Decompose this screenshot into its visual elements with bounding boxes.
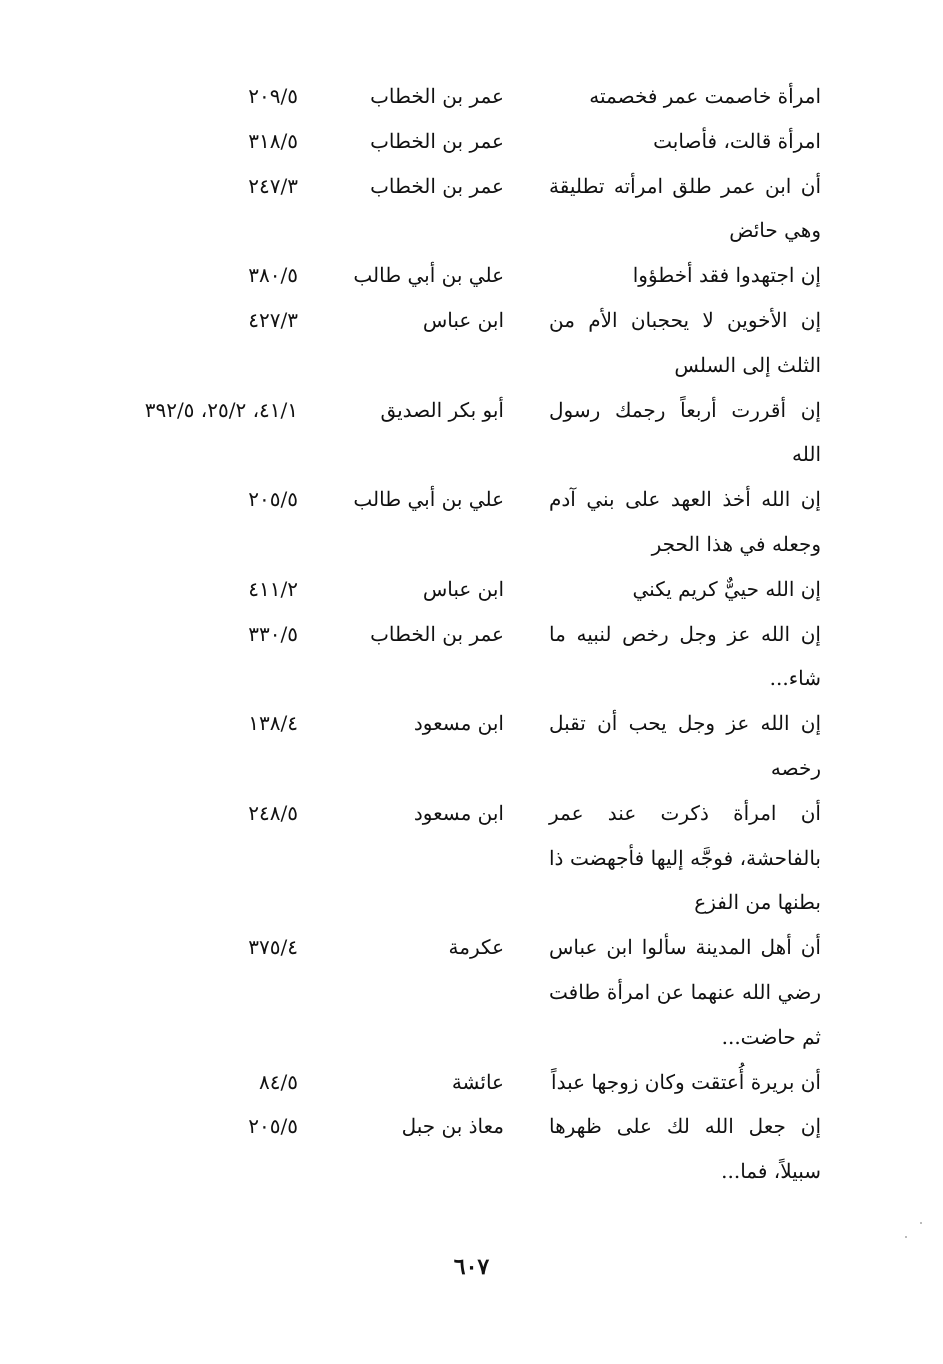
- entry-text: أن امرأة ذكرت عند عمر بالفاحشة، فوجَّه إليها فأجهضت ذا بطنها من الفزع: [549, 800, 821, 915]
- index-entry: [0, 388, 943, 478]
- index-entry: [0, 925, 943, 1059]
- entry-reference: ٤١/١، ٢٥/٢، ٣٩٢/٥: [144, 397, 298, 422]
- index-entry: [0, 253, 943, 298]
- entry-text: إن الله أخذ العهد على بني آدم وجعله في هذا الحجر: [549, 487, 821, 556]
- entry-text: إن الأخوين لا يحجبان الأم من الثلث إلى السلس: [549, 307, 821, 377]
- entry-text: إن اجتهدوا فقد أخطؤوا: [632, 263, 821, 288]
- index-entry: [0, 477, 943, 567]
- entry-reference: ٤٢٧/٣: [248, 307, 298, 332]
- scan-speck: [905, 1236, 907, 1238]
- entry-text: امرأة خاصمت عمر فخصمته: [589, 84, 821, 108]
- entry-text: أن أهل المدينة سألوا ابن عباس رضي الله عنهما عن امرأة طافت ثم حاضت...: [549, 935, 821, 1049]
- entry-reference: ٣١٨/٥: [248, 128, 298, 153]
- entry-reference: ٢٤٨/٥: [248, 800, 298, 825]
- entry-text: إن أقررت أربعاً رجمك رسول الله: [549, 397, 821, 467]
- index-entries: [0, 74, 943, 1194]
- entry-reference: ٣٧٥/٤: [248, 935, 298, 960]
- entry-narrator: ابن مسعود: [413, 711, 504, 736]
- index-entry: [0, 119, 943, 164]
- entry-reference: ٢٠٩/٥: [248, 84, 298, 108]
- entry-reference: ٨٤/٥: [259, 1069, 298, 1094]
- entry-reference: ٤١١/٢: [248, 576, 298, 601]
- entry-text: أن بريرة أُعتقت وكان زوجها عبداً: [551, 1069, 821, 1094]
- index-entry: [0, 164, 943, 254]
- entry-text: إن الله عز وجل رخص لنبيه ما شاء...: [549, 621, 821, 691]
- entry-narrator: أبو بكر الصديق: [380, 397, 504, 422]
- entry-reference: ٢٠٥/٥: [248, 487, 298, 512]
- index-entry: [0, 1104, 943, 1194]
- index-entry: [0, 567, 943, 612]
- entry-narrator: علي بن أبي طالب: [353, 263, 504, 288]
- index-entry: [0, 74, 943, 119]
- entry-narrator: ابن عباس: [422, 576, 504, 601]
- entry-narrator: ابن عباس: [422, 307, 504, 332]
- entry-narrator: عمر بن الخطاب: [370, 128, 504, 153]
- entry-text: إن الله حييٌّ كريم يكني: [632, 576, 821, 601]
- entry-reference: ١٣٨/٤: [248, 711, 298, 736]
- scan-speck: [920, 1222, 922, 1224]
- entry-narrator: معاذ بن جبل: [401, 1114, 504, 1139]
- entry-reference: ٣٣٠/٥: [248, 621, 298, 646]
- entry-reference: ٢٤٧/٣: [248, 173, 298, 198]
- entry-narrator: عمر بن الخطاب: [370, 621, 504, 646]
- page-number: ٦٠٧: [453, 1254, 490, 1280]
- index-entry: [0, 1060, 943, 1105]
- entry-text: امرأة قالت، فأصابت: [653, 128, 821, 153]
- entry-narrator: علي بن أبي طالب: [353, 487, 504, 512]
- entry-text: إن الله عز وجل يحب أن تقبل رخصه: [549, 711, 821, 780]
- entry-text: أن ابن عمر طلق امرأته تطليقة وهي حائض: [549, 173, 821, 243]
- entry-reference: ٣٨٠/٥: [248, 263, 298, 288]
- index-entry: [0, 701, 943, 791]
- index-entry: [0, 791, 943, 925]
- entry-narrator: عكرمة: [448, 935, 504, 960]
- entry-narrator: عمر بن الخطاب: [370, 84, 504, 108]
- entry-text: إن جعل الله لك على ظهرها سبيلاً، فما...: [549, 1114, 821, 1184]
- index-entry: [0, 298, 943, 388]
- entry-narrator: ابن مسعود: [413, 800, 504, 825]
- index-entry: [0, 612, 943, 702]
- entry-narrator: عمر بن الخطاب: [370, 173, 504, 198]
- entry-reference: ٢٠٥/٥: [248, 1114, 298, 1139]
- entry-narrator: عائشة: [451, 1069, 504, 1094]
